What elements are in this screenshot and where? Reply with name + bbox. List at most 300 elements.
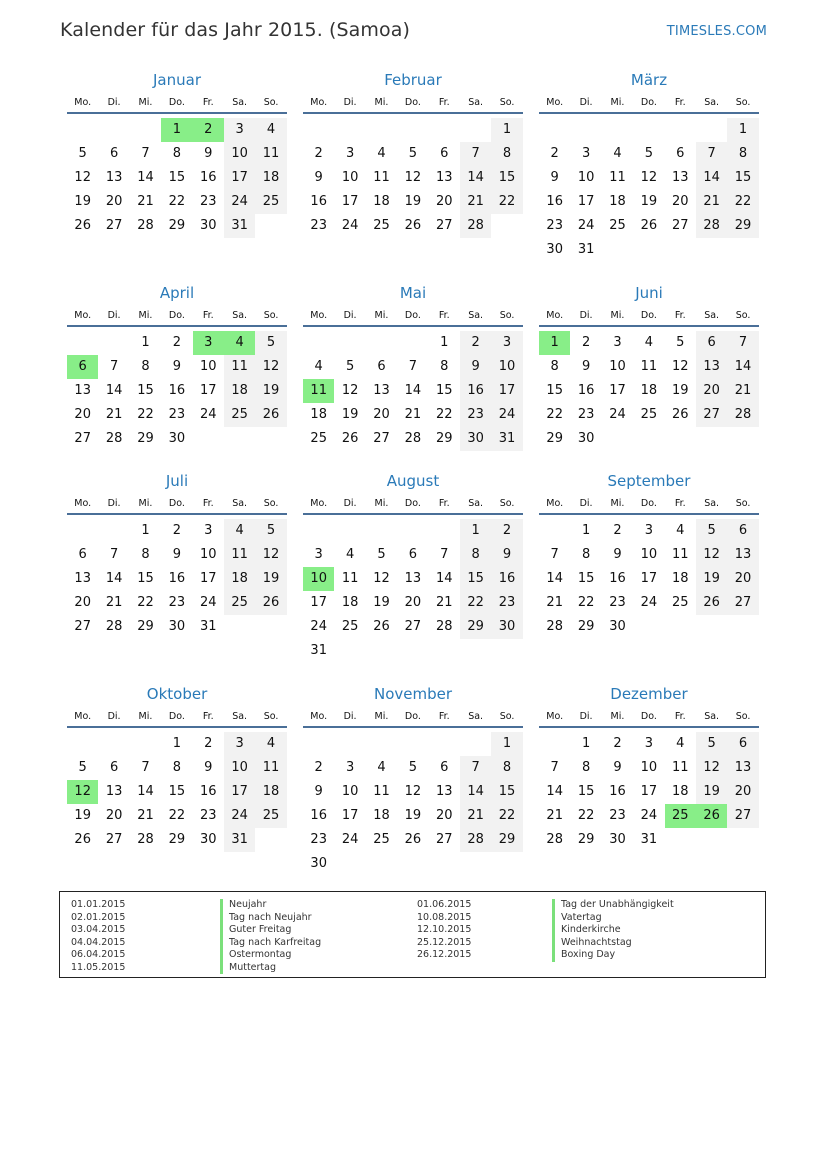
day-cell: 28 (460, 214, 491, 238)
holiday-legend (59, 891, 766, 978)
day-cell: 30 (546, 242, 563, 257)
day-cell: 28 (105, 431, 123, 446)
holiday-date: 01.01.2015 (71, 899, 126, 910)
day-cell: 9 (581, 359, 591, 374)
day-cell: 25 (609, 218, 626, 233)
day-cell: 26 (373, 619, 390, 634)
weekday-label: So. (499, 97, 515, 108)
day-cell: 8 (550, 359, 559, 374)
day-cell: 24 (341, 218, 359, 233)
day-cell: 13 (105, 170, 123, 185)
empty-cell (397, 519, 428, 543)
weekday-label: So. (735, 498, 751, 509)
day-cell: 2 (613, 736, 622, 751)
day-cell: 14 (460, 166, 491, 190)
day-cell: 21 (404, 407, 422, 422)
day-cell: 27 (727, 591, 758, 615)
weekday-label: Mo. (74, 498, 92, 509)
holiday-dates-right (417, 899, 471, 962)
day-cell: 31 (199, 619, 217, 634)
day-cell: 16 (199, 784, 217, 799)
weekday-label: So. (499, 498, 515, 509)
holiday-name: Tag der Unabhängigkeit (552, 899, 674, 912)
holiday-dates-left (71, 899, 125, 974)
day-cell: 14 (460, 780, 491, 804)
day-cell: 29 (435, 431, 453, 446)
day-cell: 6 (78, 547, 87, 562)
empty-cell (98, 118, 129, 142)
day-cell: 23 (168, 595, 186, 610)
day-cell: 23 (199, 808, 217, 823)
day-cell: 9 (314, 170, 323, 185)
day-cell: 10 (199, 359, 217, 374)
empty-cell (539, 732, 570, 756)
day-cell: 16 (491, 567, 522, 591)
day-cell: 12 (255, 355, 286, 379)
holiday-name: Ostermontag (220, 949, 321, 962)
weekday-label: Do. (640, 97, 657, 108)
day-cell: 24 (199, 407, 217, 422)
holiday-day-cell: 11 (303, 379, 334, 403)
day-cell: 8 (172, 146, 181, 161)
day-cell: 3 (613, 335, 622, 350)
day-cell: 12 (404, 784, 422, 799)
day-cell: 10 (609, 359, 626, 374)
day-cell: 22 (168, 194, 186, 209)
month-februar (303, 70, 523, 238)
day-cell: 28 (137, 832, 154, 847)
holiday-name: Kinderkirche (552, 924, 674, 937)
day-cell: 23 (491, 591, 522, 615)
day-cell: 17 (199, 383, 217, 398)
weekday-label: Fr. (674, 310, 686, 321)
day-cell: 28 (546, 619, 563, 634)
day-cell: 13 (105, 784, 123, 799)
day-cell: 27 (105, 832, 123, 847)
day-cell: 10 (640, 760, 658, 775)
weekday-label: Mo. (310, 498, 328, 509)
day-cell: 27 (74, 619, 91, 634)
weekday-label: Mi. (374, 97, 389, 108)
day-cell: 19 (255, 379, 286, 403)
day-cell: 13 (74, 383, 91, 398)
day-cell: 5 (78, 760, 87, 775)
day-cell: 5 (696, 519, 727, 543)
day-cell: 19 (373, 595, 390, 610)
weekday-label: Do. (168, 97, 185, 108)
day-cell: 6 (440, 146, 449, 161)
day-cell: 21 (105, 595, 123, 610)
day-cell: 24 (640, 808, 658, 823)
day-cell: 18 (671, 571, 689, 586)
month-januar (67, 70, 287, 238)
empty-cell (397, 118, 428, 142)
holiday-name: Weihnachtstag (552, 937, 674, 950)
day-cell: 29 (727, 214, 758, 238)
month-name: April (159, 284, 195, 302)
weekday-label: Mi. (610, 310, 625, 321)
holiday-date: 26.12.2015 (417, 949, 472, 960)
weekday-label: So. (263, 97, 279, 108)
empty-cell (570, 118, 601, 142)
day-cell: 21 (435, 595, 453, 610)
day-cell: 9 (491, 543, 522, 567)
day-cell: 16 (310, 808, 327, 823)
day-cell: 20 (435, 194, 453, 209)
day-cell: 14 (137, 784, 154, 799)
day-cell: 24 (224, 804, 255, 828)
day-cell: 5 (644, 146, 653, 161)
day-cell: 9 (172, 359, 181, 374)
empty-cell (366, 331, 397, 355)
day-cell: 8 (581, 760, 591, 775)
day-cell: 16 (310, 194, 327, 209)
weekday-header (539, 497, 759, 515)
day-cell: 4 (345, 547, 355, 562)
day-cell: 18 (224, 567, 255, 591)
day-cell: 17 (640, 571, 658, 586)
day-cell: 9 (172, 547, 181, 562)
day-cell: 26 (255, 591, 286, 615)
day-cell: 11 (224, 543, 255, 567)
weekday-label: Di. (579, 310, 593, 321)
day-cell: 4 (377, 760, 386, 775)
day-cell: 30 (199, 218, 217, 233)
day-cell: 31 (310, 643, 327, 658)
day-cell: 21 (460, 804, 491, 828)
empty-cell (334, 732, 365, 756)
brand-link[interactable]: TIMESLES.COM (666, 24, 767, 39)
empty-cell (539, 519, 570, 543)
day-cell: 26 (255, 403, 286, 427)
weekday-label: Mo. (74, 310, 92, 321)
day-cell: 30 (491, 615, 522, 639)
day-cell: 17 (491, 379, 522, 403)
day-cell: 9 (204, 760, 213, 775)
day-cell: 9 (204, 146, 213, 161)
weekday-header (303, 96, 523, 114)
day-cell: 20 (74, 595, 91, 610)
day-cell: 24 (577, 218, 595, 233)
day-cell: 27 (105, 218, 123, 233)
month-märz (539, 70, 759, 262)
day-cell: 2 (613, 523, 622, 538)
weekday-header (67, 497, 287, 515)
day-cell: 31 (224, 214, 255, 238)
day-cell: 8 (727, 142, 758, 166)
day-cell: 2 (581, 335, 591, 350)
empty-cell (98, 519, 129, 543)
day-cell: 1 (460, 519, 491, 543)
day-cell: 4 (377, 146, 386, 161)
weekday-label: Mi. (374, 498, 389, 509)
day-cell: 6 (727, 519, 758, 543)
day-cell: 19 (404, 194, 422, 209)
day-cell: 12 (373, 571, 390, 586)
day-cell: 27 (373, 431, 390, 446)
day-cell: 21 (460, 190, 491, 214)
empty-cell (67, 118, 98, 142)
weekday-label: Mo. (310, 97, 328, 108)
weekday-label: Sa. (704, 711, 720, 722)
day-cell: 31 (224, 828, 255, 852)
holiday-day-cell: 4 (224, 331, 255, 355)
day-cell: 4 (255, 732, 286, 756)
day-cell: 17 (577, 194, 595, 209)
weekday-label: Mi. (138, 97, 153, 108)
day-cell: 19 (404, 808, 422, 823)
holiday-date: 10.08.2015 (417, 911, 472, 923)
weekday-label: Di. (579, 711, 593, 722)
weekday-label: Sa. (468, 711, 484, 722)
day-cell: 2 (204, 736, 213, 751)
day-cell: 13 (435, 784, 453, 799)
empty-cell (67, 519, 98, 543)
day-cell: 19 (74, 194, 91, 209)
day-cell: 19 (696, 567, 727, 591)
weekday-label: Mi. (138, 310, 153, 321)
day-cell: 19 (696, 780, 727, 804)
day-cell: 7 (550, 760, 559, 775)
empty-cell (334, 118, 365, 142)
day-cell: 15 (435, 383, 453, 398)
day-cell: 14 (546, 784, 563, 799)
day-cell: 14 (546, 571, 563, 586)
empty-cell (98, 331, 129, 355)
weekday-label: Mo. (546, 498, 564, 509)
day-cell: 18 (640, 383, 658, 398)
weekday-label: Di. (107, 498, 121, 509)
day-cell: 17 (341, 194, 359, 209)
day-cell: 8 (141, 547, 150, 562)
weekday-label: Sa. (232, 310, 248, 321)
weekday-label: Mi. (138, 498, 153, 509)
holiday-name: Tag nach Neujahr (220, 912, 321, 925)
day-cell: 1 (727, 118, 758, 142)
weekday-label: Fr. (202, 97, 214, 108)
day-cell: 7 (440, 547, 449, 562)
day-cell: 6 (408, 547, 417, 562)
day-cell: 6 (440, 760, 449, 775)
holiday-date: 03.04.2015 (71, 924, 126, 935)
month-name: Juni (635, 284, 663, 302)
day-cell: 11 (671, 760, 689, 775)
day-cell: 17 (609, 383, 626, 398)
day-cell: 26 (74, 218, 91, 233)
weekday-label: So. (499, 310, 515, 321)
day-cell: 10 (224, 142, 255, 166)
day-cell: 23 (199, 194, 217, 209)
day-grid (539, 118, 759, 262)
day-cell: 31 (577, 242, 595, 257)
day-cell: 26 (74, 832, 91, 847)
weekday-label: Fr. (202, 310, 214, 321)
weekday-header (303, 309, 523, 327)
holiday-date: 12.10.2015 (417, 924, 472, 935)
day-cell: 17 (341, 808, 359, 823)
day-cell: 3 (345, 760, 355, 775)
day-cell: 5 (255, 331, 286, 355)
month-mai (303, 283, 523, 451)
day-cell: 29 (546, 431, 563, 446)
day-cell: 11 (640, 359, 658, 374)
weekday-label: Mi. (374, 310, 389, 321)
day-cell: 13 (727, 543, 758, 567)
weekday-label: So. (735, 97, 751, 108)
day-cell: 16 (609, 784, 626, 799)
weekday-label: Sa. (704, 498, 720, 509)
day-cell: 10 (341, 784, 359, 799)
empty-cell (460, 732, 491, 756)
month-november (303, 684, 523, 876)
weekday-label: Sa. (468, 97, 484, 108)
day-cell: 12 (640, 170, 658, 185)
month-name: Februar (384, 71, 442, 89)
holiday-name: Tag nach Karfreitag (220, 937, 321, 950)
empty-cell (98, 732, 129, 756)
day-cell: 27 (727, 804, 758, 828)
weekday-label: Do. (168, 498, 185, 509)
month-name: August (386, 472, 440, 490)
day-cell: 3 (224, 732, 255, 756)
weekday-label: Di. (343, 711, 357, 722)
day-cell: 20 (404, 595, 422, 610)
day-cell: 30 (199, 832, 217, 847)
weekday-label: Mi. (138, 711, 153, 722)
day-cell: 17 (640, 784, 658, 799)
weekday-label: So. (263, 711, 279, 722)
holiday-day-cell: 6 (67, 355, 98, 379)
holiday-day-cell: 3 (193, 331, 224, 355)
day-cell: 25 (640, 407, 658, 422)
empty-cell (303, 519, 334, 543)
day-cell: 20 (671, 194, 689, 209)
day-cell: 21 (696, 190, 727, 214)
day-cell: 27 (404, 619, 422, 634)
day-cell: 8 (491, 142, 522, 166)
day-cell: 1 (491, 732, 522, 756)
weekday-label: Di. (107, 711, 121, 722)
holiday-names-left (220, 899, 321, 974)
weekday-label: So. (735, 310, 751, 321)
day-cell: 4 (676, 523, 685, 538)
day-cell: 9 (613, 547, 622, 562)
holiday-name: Muttertag (220, 962, 321, 975)
weekday-label: Mi. (610, 711, 625, 722)
day-cell: 27 (74, 431, 91, 446)
day-cell: 27 (435, 832, 453, 847)
day-cell: 4 (644, 335, 653, 350)
day-cell: 30 (460, 427, 491, 451)
empty-cell (303, 118, 334, 142)
holiday-name: Guter Freitag (220, 924, 321, 937)
day-cell: 2 (460, 331, 491, 355)
empty-cell (366, 118, 397, 142)
day-cell: 6 (696, 331, 727, 355)
holiday-date: 01.06.2015 (417, 899, 472, 910)
holiday-name: Boxing Day (552, 949, 674, 962)
weekday-label: So. (263, 498, 279, 509)
day-cell: 9 (613, 760, 622, 775)
day-cell: 22 (727, 190, 758, 214)
day-cell: 8 (172, 760, 181, 775)
day-cell: 5 (377, 547, 386, 562)
day-cell: 5 (78, 146, 87, 161)
day-cell: 28 (137, 218, 154, 233)
day-cell: 27 (671, 218, 689, 233)
empty-cell (696, 118, 727, 142)
weekday-header (539, 96, 759, 114)
weekday-label: Do. (640, 310, 657, 321)
day-cell: 29 (460, 615, 491, 639)
day-cell: 18 (310, 407, 327, 422)
day-cell: 20 (727, 567, 758, 591)
day-grid (303, 732, 523, 876)
weekday-label: Fr. (674, 498, 686, 509)
day-cell: 16 (609, 571, 626, 586)
day-cell: 22 (491, 804, 522, 828)
day-cell: 2 (491, 519, 522, 543)
day-cell: 11 (373, 170, 390, 185)
weekday-label: Di. (343, 310, 357, 321)
day-grid (67, 519, 287, 639)
day-cell: 9 (550, 170, 559, 185)
weekday-label: Do. (640, 498, 657, 509)
day-cell: 1 (141, 335, 150, 350)
holiday-date: 04.04.2015 (71, 936, 126, 948)
weekday-label: Do. (168, 711, 185, 722)
holiday-day-cell: 12 (67, 780, 98, 804)
empty-cell (130, 732, 161, 756)
holiday-day-cell: 2 (193, 118, 224, 142)
day-cell: 28 (696, 214, 727, 238)
day-cell: 13 (727, 756, 758, 780)
day-cell: 24 (640, 595, 658, 610)
day-cell: 24 (341, 832, 359, 847)
day-cell: 14 (404, 383, 422, 398)
day-cell: 19 (255, 567, 286, 591)
day-cell: 9 (460, 355, 491, 379)
day-cell: 16 (460, 379, 491, 403)
weekday-label: Fr. (202, 711, 214, 722)
month-name: Januar (153, 71, 201, 89)
empty-cell (539, 118, 570, 142)
day-cell: 6 (377, 359, 386, 374)
weekday-label: Fr. (438, 310, 450, 321)
day-cell: 14 (105, 571, 123, 586)
day-cell: 25 (671, 595, 689, 610)
day-cell: 17 (224, 166, 255, 190)
day-cell: 8 (141, 359, 150, 374)
day-cell: 15 (137, 571, 154, 586)
empty-cell (665, 118, 696, 142)
day-cell: 12 (341, 383, 359, 398)
empty-cell (602, 118, 633, 142)
day-cell: 4 (224, 519, 255, 543)
day-cell: 7 (696, 142, 727, 166)
day-cell: 15 (168, 170, 186, 185)
day-cell: 6 (109, 760, 119, 775)
month-juli (67, 471, 287, 639)
day-cell: 16 (577, 383, 595, 398)
day-cell: 23 (609, 808, 626, 823)
day-cell: 7 (141, 146, 150, 161)
day-cell: 13 (404, 571, 422, 586)
day-cell: 5 (408, 146, 417, 161)
empty-cell (366, 732, 397, 756)
day-cell: 18 (671, 784, 689, 799)
holiday-name: Vatertag (552, 912, 674, 925)
